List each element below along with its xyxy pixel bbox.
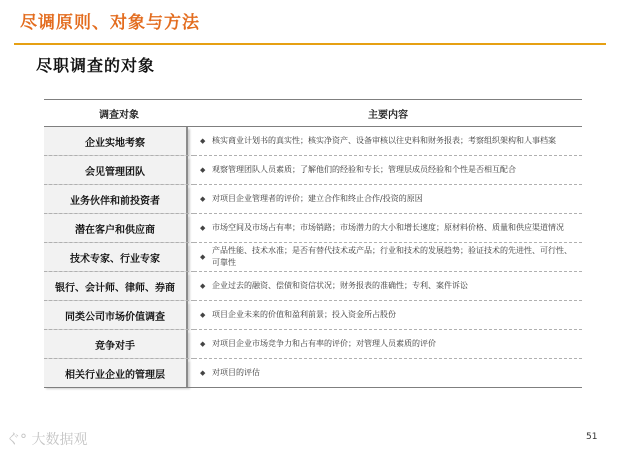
row-content: 产品性能、技术水准；是否有替代技术或产品；行业和技术的发展趋势；验证技术的先进性、可行性、可靠性 bbox=[212, 246, 572, 267]
table-row bbox=[44, 214, 582, 243]
row-target: 业务伙伴和前投资者 bbox=[44, 185, 188, 213]
slide-title: 尽调原则、对象与方法 bbox=[20, 13, 200, 33]
row-content: 项目企业未来的价值和盈利前景；投入资金所占股份 bbox=[212, 310, 396, 319]
column-header-content: 主要内容 bbox=[194, 100, 582, 127]
table-row bbox=[44, 272, 582, 301]
row-target: 银行、会计师、律师、券商 bbox=[44, 272, 188, 300]
row-content: 对项目企业管理者的评价；建立合作和终止合作/投资的原因 bbox=[212, 194, 423, 203]
row-content: 市场空间及市场占有率；市场销路；市场潜力的大小和增长速度；原材料价格、质量和供应渠道情况 bbox=[212, 223, 564, 232]
section-title: 尽职调查的对象 bbox=[36, 56, 156, 75]
table-header-row bbox=[44, 100, 582, 127]
watermark-logo: ぐ° 大数据观 bbox=[6, 432, 88, 448]
row-target: 潜在客户和供应商 bbox=[44, 214, 188, 242]
diamond-bullet-icon: ◆ bbox=[200, 311, 206, 319]
table-row bbox=[44, 301, 582, 330]
row-target: 相关行业企业的管理层 bbox=[44, 359, 188, 387]
page-number: 51 bbox=[586, 432, 598, 442]
title-divider bbox=[14, 43, 606, 45]
diamond-bullet-icon: ◆ bbox=[200, 137, 206, 145]
row-target: 同类公司市场价值调查 bbox=[44, 301, 188, 329]
row-target: 竞争对手 bbox=[44, 330, 188, 358]
row-target: 企业实地考察 bbox=[44, 127, 188, 155]
diamond-bullet-icon: ◆ bbox=[200, 253, 206, 261]
table-row bbox=[44, 156, 582, 185]
row-target: 技术专家、行业专家 bbox=[44, 243, 188, 271]
diamond-bullet-icon: ◆ bbox=[200, 224, 206, 232]
row-content: 对项目的评估 bbox=[212, 368, 260, 377]
table-row bbox=[44, 127, 582, 156]
row-content: 对项目企业市场竞争力和占有率的评价；对管理人员素质的评价 bbox=[212, 339, 436, 348]
diamond-bullet-icon: ◆ bbox=[200, 369, 206, 377]
diamond-bullet-icon: ◆ bbox=[200, 195, 206, 203]
due-diligence-table bbox=[44, 99, 582, 388]
table-row bbox=[44, 185, 582, 214]
row-target: 会见管理团队 bbox=[44, 156, 188, 184]
row-content: 核实商业计划书的真实性；核实净资产、设备审核以往史料和财务报表；考察组织架构和人事档案 bbox=[212, 136, 556, 145]
column-header-target: 调查对象 bbox=[44, 100, 194, 127]
row-content: 观察管理团队人员素质；了解他们的经验和专长；管理层成员经验和个性是否相互配合 bbox=[212, 165, 516, 174]
table-row bbox=[44, 243, 582, 272]
diamond-bullet-icon: ◆ bbox=[200, 166, 206, 174]
diamond-bullet-icon: ◆ bbox=[200, 340, 206, 348]
diamond-bullet-icon: ◆ bbox=[200, 282, 206, 290]
table-row bbox=[44, 330, 582, 359]
row-content: 企业过去的融资、偿债和资信状况；财务报表的准确性；专利、案件诉讼 bbox=[212, 281, 468, 290]
table-row bbox=[44, 359, 582, 388]
